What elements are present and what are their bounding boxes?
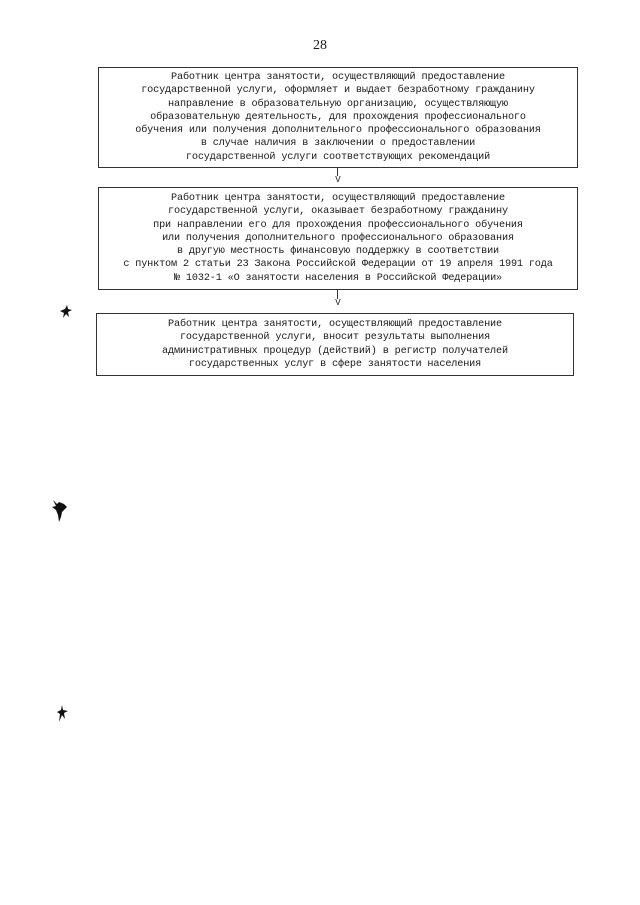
flow-connector-1 — [328, 168, 348, 187]
flow-step-2-line: в другую местность финансовую поддержку в соответствии — [176, 246, 500, 258]
flow-step-1-line: в случае наличия в заключении о предоставлении — [200, 138, 476, 150]
flow-step-3-line: государственных услуг в сфере занятости населения — [188, 358, 482, 370]
flow-step-3-line: государственной услуги, вносит результаты выполнения — [179, 332, 491, 344]
arrow-down-icon: V — [335, 298, 341, 308]
flow-step-1-box — [98, 67, 578, 168]
flow-step-1-line: государственной услуги соответствующих рекомендаций — [185, 151, 491, 163]
arrow-down-icon: V — [335, 175, 341, 185]
flow-step-2-line: или получения дополнительного профессионального образования — [162, 232, 514, 244]
flow-connector-2 — [328, 290, 348, 313]
flow-step-1-line: направление в образовательную организацию, осуществляющую — [168, 98, 508, 110]
flow-step-3-line: Работник центра занятости, осуществляющий предоставление — [168, 319, 502, 331]
flow-step-2-line: Работник центра занятости, осуществляющий предоставление — [171, 193, 505, 205]
flow-step-2-line: государственной услуги, оказывает безработному гражданину — [168, 206, 508, 218]
flow-step-1-line: образовательную деятельность, для прохождения профессионального — [150, 111, 526, 123]
flow-step-3-line: административных процедур (действий) в регистр получателей — [162, 345, 508, 357]
flow-step-3-box — [96, 313, 574, 376]
flow-step-1-line: обучения или получения дополнительного профессионального образования — [135, 125, 541, 137]
punch-hole-mark-icon — [50, 498, 70, 524]
flow-step-1-line: государственной услуги, оформляет и выдает безработному гражданину — [141, 85, 535, 97]
punch-hole-mark-icon — [56, 704, 70, 724]
flow-step-2-box — [98, 187, 578, 290]
flow-step-2-line: № 1032-1 «О занятости населения в Российской Федерации» — [174, 272, 502, 284]
page-number: 28 — [313, 38, 327, 53]
flow-step-2-line: при направлении его для прохождения профессионального обучения — [153, 219, 523, 231]
flow-step-1-line: Работник центра занятости, осуществляющий предоставление — [171, 72, 505, 84]
punch-hole-mark-icon — [58, 304, 74, 322]
flow-step-2-line: с пунктом 2 статьи 23 Закона Российской Федерации от 19 апреля 1991 года — [123, 259, 553, 271]
